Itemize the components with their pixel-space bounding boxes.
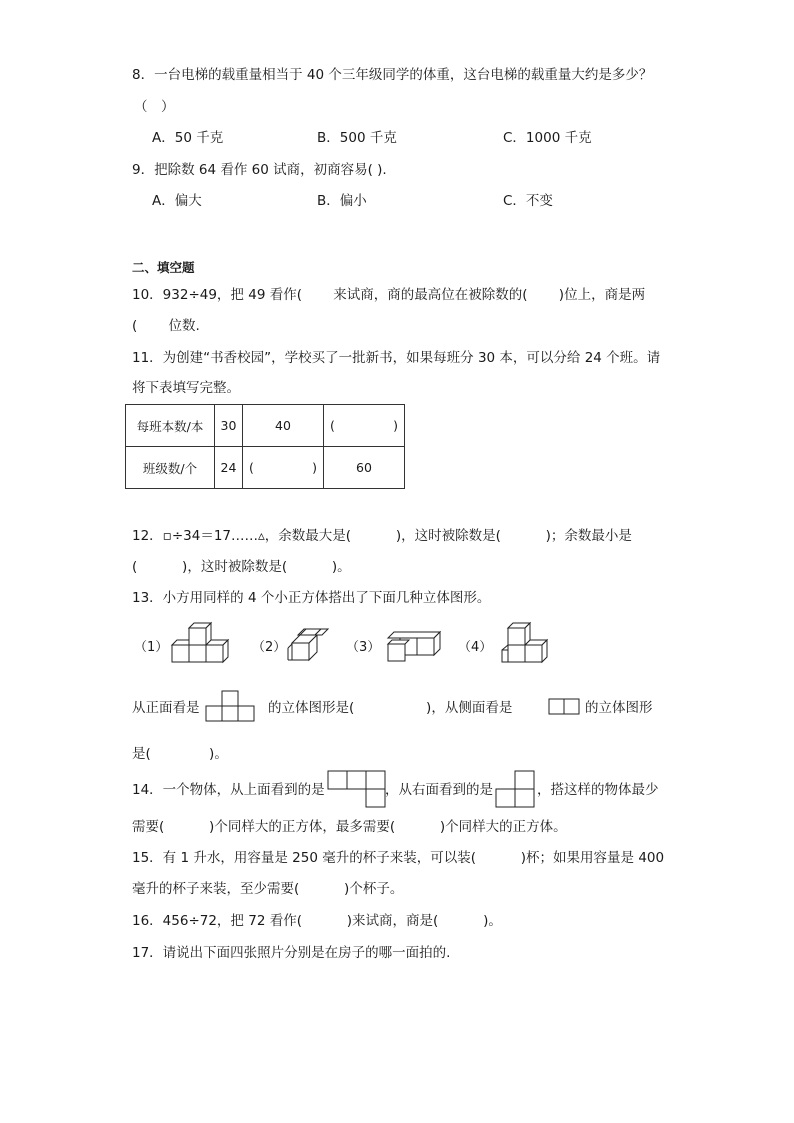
cube-figure-3 (382, 624, 444, 664)
q15-text-line1: 15．有 1 升水，用容量是 250 毫升的杯子来装，可以装( )杯；如果用容量是 400 (132, 850, 665, 866)
q13-text-line1: 13．小方用同样的 4 个小正方体搭出了下面几种立体图形。 (132, 590, 491, 606)
q13-text-line2b: 的立体图形是( )，从侧面看是 (268, 700, 513, 716)
right-view-shape (495, 770, 537, 810)
q9-text-line1: 9．把除数 64 看作 60 试商，初商容易( ). (132, 162, 387, 178)
figure-label-1: （1） (134, 640, 169, 655)
q9-option-b: B．偏小 (317, 193, 367, 209)
q14-text-line2: 需要( )个同样大的正方体，最多需要( )个同样大的正方体。 (132, 819, 567, 835)
table-cell: 60 (324, 447, 405, 489)
figure-label-2: （2） (252, 640, 287, 655)
section-heading: 二、填空题 (132, 260, 195, 275)
top-view-shape (327, 770, 387, 810)
q14-text-line1c: ，搭这样的物体最少 (537, 782, 659, 798)
q12-text-line2: ( )，这时被除数是( )。 (132, 559, 351, 575)
table-cell: 班级数/个 (126, 447, 215, 489)
q9-option-c: C．不变 (503, 193, 553, 209)
table-cell: 每班本数/本 (126, 405, 215, 447)
side-view-shape (548, 698, 582, 716)
cube-figure-4 (494, 620, 558, 670)
q16-text-line1: 16．456÷72，把 72 看作( )来试商，商是( )。 (132, 913, 502, 929)
open-paren: ( (249, 460, 254, 475)
table-row (126, 447, 405, 489)
q13-text-line2a: 从正面看是 (132, 700, 200, 716)
open-paren: ( (330, 418, 335, 433)
table-row (126, 405, 405, 447)
q14-text-line1a: 14．一个物体，从上面看到的是 (132, 782, 325, 798)
q8-text-line2: （ ） (134, 99, 175, 115)
q11-table (125, 404, 405, 489)
q8-option-b: B．500 千克 (317, 130, 397, 146)
figure-label-3: （3） (346, 640, 381, 655)
figure-label-4: （4） (458, 640, 493, 655)
q10-text-line1: 10．932÷49，把 49 看作( 来试商，商的最高位在被除数的( )位上，商是两 (132, 287, 646, 303)
table-cell-blank[interactable] (324, 405, 405, 447)
q8-option-a: A．50 千克 (152, 130, 224, 146)
table-cell: 30 (215, 405, 243, 447)
q12-text-line1: 12．▫÷34＝17……▵，余数最大是( )，这时被除数是( )；余数最小是 (132, 528, 632, 544)
table-cell-blank[interactable] (243, 447, 324, 489)
q17-text-line1: 17．请说出下面四张照片分别是在房子的哪一面拍的. (132, 945, 451, 961)
q14-text-line1b: ，从右面看到的是 (385, 782, 493, 798)
table-cell: 40 (243, 405, 324, 447)
q13-text-line3: 是( )。 (132, 746, 228, 762)
front-view-shape (206, 690, 256, 722)
q8-option-c: C．1000 千克 (503, 130, 592, 146)
q10-text-line2: ( 位数. (132, 318, 200, 334)
close-paren: ) (393, 418, 398, 433)
close-paren: ) (312, 460, 317, 475)
q8-text-line1: 8．一台电梯的载重量相当于 40 个三年级同学的体重，这台电梯的载重量大约是多少？ (132, 67, 653, 83)
q15-text-line2: 毫升的杯子来装，至少需要( )个杯子。 (132, 881, 404, 897)
q11-text-line1: 11．为创建“书香校园”，学校买了一批新书，如果每班分 30 本，可以分给 24 个班。请 (132, 350, 661, 366)
q13-text-line2c: 的立体图形 (585, 700, 653, 716)
q9-option-a: A．偏大 (152, 193, 202, 209)
q11-text-line2: 将下表填写完整。 (132, 380, 240, 396)
cube-figure-2 (286, 624, 336, 666)
cube-figure-1 (170, 620, 240, 670)
table-cell: 24 (215, 447, 243, 489)
